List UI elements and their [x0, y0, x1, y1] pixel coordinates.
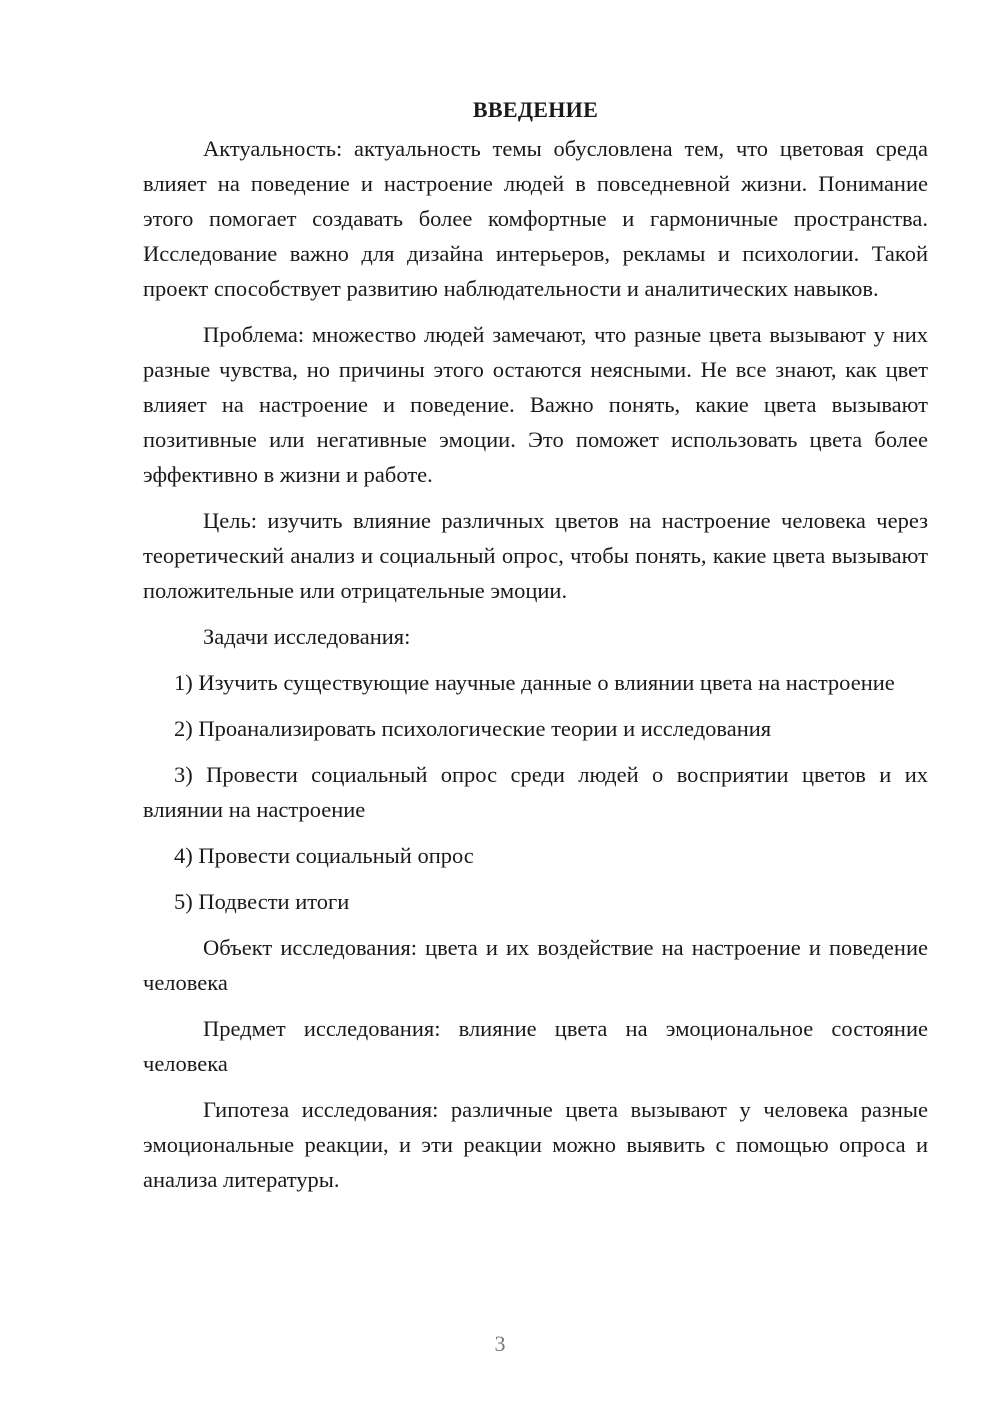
tasks-heading: Задачи исследования:: [203, 624, 411, 649]
problem-paragraph: Проблема: множество людей замечают, что разные цвета вызывают у них разные чувства, но причины этого остаются неясными. Не все знают, как цвет влияет на настроение и поведение. Важно понять, какие цвета вызывают позитивные или негативные эмоции. Это поможет использовать цвета более эффективно в жизни и работе.: [143, 322, 928, 487]
page-content: [143, 92, 928, 1208]
task-item: 4) Провести социальный опрос: [174, 843, 474, 868]
task-item: 1) Изучить существующие научные данные о влиянии цвета на настроение: [174, 670, 895, 695]
object-paragraph: Объект исследования: цвета и их воздействие на настроение и поведение человека: [143, 935, 928, 995]
task-item: 2) Проанализировать психологические теории и исследования: [174, 716, 772, 741]
task-item: 5) Подвести итоги: [174, 889, 350, 914]
section-title: ВВЕДЕНИЕ: [472, 97, 599, 122]
hypothesis-paragraph: Гипотеза исследования: различные цвета вызывают у человека разные эмоциональные реакции, и эти реакции можно выявить с помощью опроса и анализа литературы.: [143, 1097, 928, 1192]
task-item: 3) Провести социальный опрос среди людей о восприятии цветов и их влиянии на настроение: [143, 762, 928, 822]
relevance-paragraph: Актуальность: актуальность темы обусловлена тем, что цветовая среда влияет на поведение и настроение людей в повседневной жизни. Понимание этого помогает создавать более комфортные и гармоничные пространства. Исследование важно для дизайна интерьеров, рекламы и психологии. Такой проект способствует развитию наблюдательности и аналитических навыков.: [143, 136, 928, 301]
tasks-list: [143, 665, 928, 919]
goal-paragraph: Цель: изучить влияние различных цветов на настроение человека через теоретический анализ и социальный опрос, чтобы понять, какие цвета вызывают положительные или отрицательные эмоции.: [143, 508, 928, 603]
subject-paragraph: Предмет исследования: влияние цвета на эмоциональное состояние человека: [143, 1016, 928, 1076]
page-number: 3: [494, 1331, 506, 1356]
